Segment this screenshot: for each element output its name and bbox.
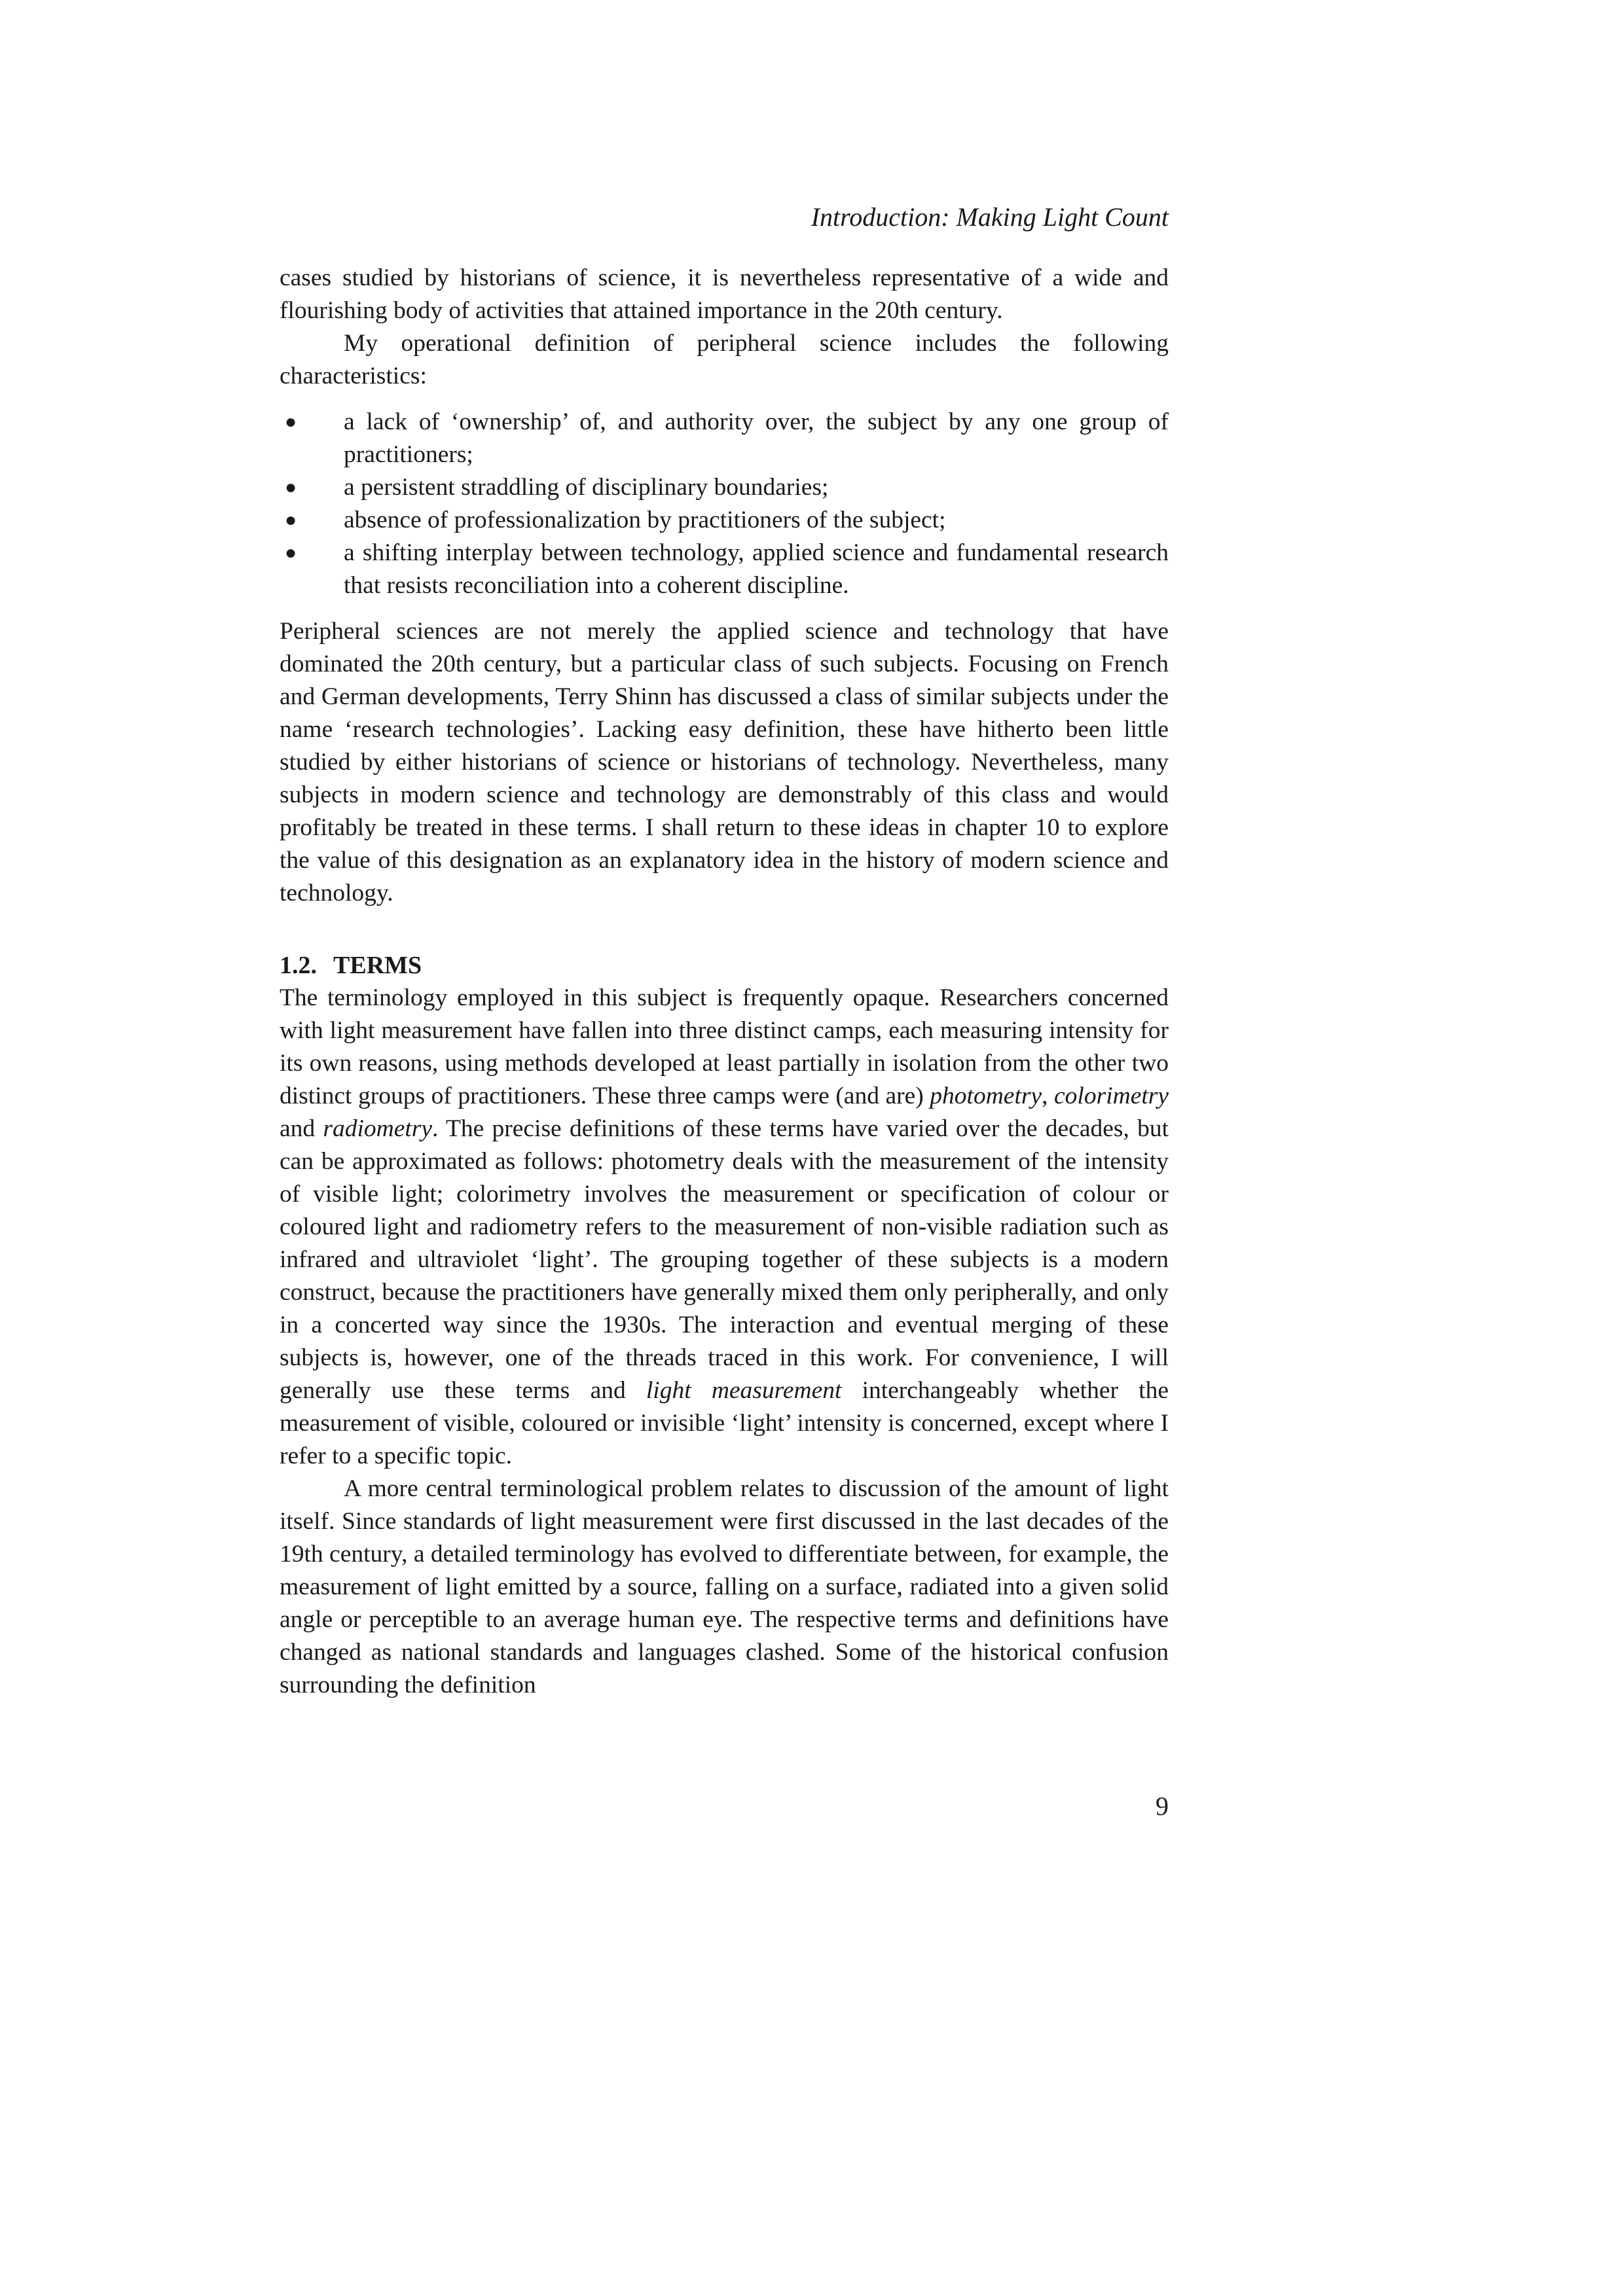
paragraph-continuation: cases studied by historians of science, it is nevertheless representative of a wide and flourishing body of activities that attained importance in the 20th century. bbox=[280, 264, 1169, 324]
term-colorimetry: colorimetry bbox=[1054, 1083, 1169, 1109]
list-item-text: a lack of ‘ownership’ of, and authority over, the subject by any one group of practitioners; bbox=[344, 408, 1169, 468]
list-item bbox=[280, 504, 1169, 537]
terminology-text-3: interchangeably whether the measurement of visible, coloured or invisible ‘light’ intensity is concerned, except where I refer to a specific topic. bbox=[280, 1377, 1169, 1469]
characteristics-list bbox=[280, 406, 1169, 602]
term-radiometry: radiometry bbox=[323, 1115, 433, 1142]
list-item bbox=[280, 406, 1169, 471]
list-item-text: a persistent straddling of disciplinary boundaries; bbox=[344, 474, 829, 501]
list-item-text: absence of professionalization by practitioners of the subject; bbox=[344, 507, 946, 533]
bullet-icon: ● bbox=[285, 509, 297, 531]
paragraph-terminology bbox=[280, 982, 1169, 1473]
paragraph-central-problem: A more central terminological problem relates to discussion of the amount of light itself. Since standards of light measurement were first discussed in the last decades of the 19th century, a detailed terminology has evolved to differentiate between, for example, the measurement of light emitted by a source, falling on a surface, radiated into a given solid angle or perceptible to an average human eye. The respective terms and definitions have changed as national standards and languages clashed. Some of the historical confusion surrounding the definition bbox=[280, 1475, 1169, 1698]
terminology-text-1: The terminology employed in this subject is frequently opaque. Researchers concerned with light measurement have fallen into three distinct camps, each measuring intensity for its own reasons, using methods developed at least partially in isolation from the other two distinct groups of practitioners. These three camps were (and are) bbox=[280, 984, 1169, 1109]
term-light-measurement: light measurement bbox=[646, 1377, 842, 1404]
section-number: 1.2. bbox=[280, 952, 317, 979]
term-photometry: photometry bbox=[930, 1083, 1042, 1109]
body-text bbox=[280, 262, 1169, 1702]
section-heading bbox=[280, 949, 1169, 982]
terminology-text-2: . The precise definitions of these terms have varied over the decades, but can be approximated as follows: photometry deals with the measurement of the intensity of visible light; colorimetry involves the measurement or specification of colour or coloured light and radiometry refers to the measurement of non-visible radiation such as infrared and ultraviolet ‘light’. The grouping together of these subjects is a modern construct, because the practitioners have generally mixed them only peripherally, and only in a concerted way since the 1930s. The interaction and eventual merging of these subjects is, however, one of the threads traced in this work. For convenience, I will generally use these terms and bbox=[280, 1115, 1169, 1404]
paragraph-peripheral-sciences: Peripheral sciences are not merely the applied science and technology that have dominated the 20th century, but a particular class of such subjects. Focusing on French and German developments, Terry Shinn has discussed a class of similar subjects under the name ‘research technologies’. Lacking easy definition, these have hitherto been little studied by either historians of science or historians of technology. Nevertheless, many subjects in modern science and technology are demonstrably of this class and would profitably be treated in these terms. I shall return to these ideas in chapter 10 to explore the value of this designation as an explanatory idea in the history of modern science and technology. bbox=[280, 618, 1169, 906]
terminology-sep-1: , bbox=[1042, 1083, 1055, 1109]
bullet-icon: ● bbox=[285, 411, 297, 433]
section-title: TERMS bbox=[333, 952, 422, 979]
list-item bbox=[280, 537, 1169, 602]
list-item-text: a shifting interplay between technology, applied science and fundamental research that resists reconciliation into a coherent discipline. bbox=[344, 539, 1169, 599]
terminology-sep-2: and bbox=[280, 1115, 323, 1142]
paragraph-definition-intro: My operational definition of peripheral science includes the following characteristics: bbox=[280, 330, 1169, 389]
running-header: Introduction: Making Light Count bbox=[811, 202, 1169, 232]
page-number: 9 bbox=[1156, 1791, 1169, 1821]
bullet-icon: ● bbox=[285, 476, 297, 498]
bullet-icon: ● bbox=[285, 542, 297, 564]
book-page bbox=[280, 0, 1169, 2296]
list-item bbox=[280, 471, 1169, 504]
